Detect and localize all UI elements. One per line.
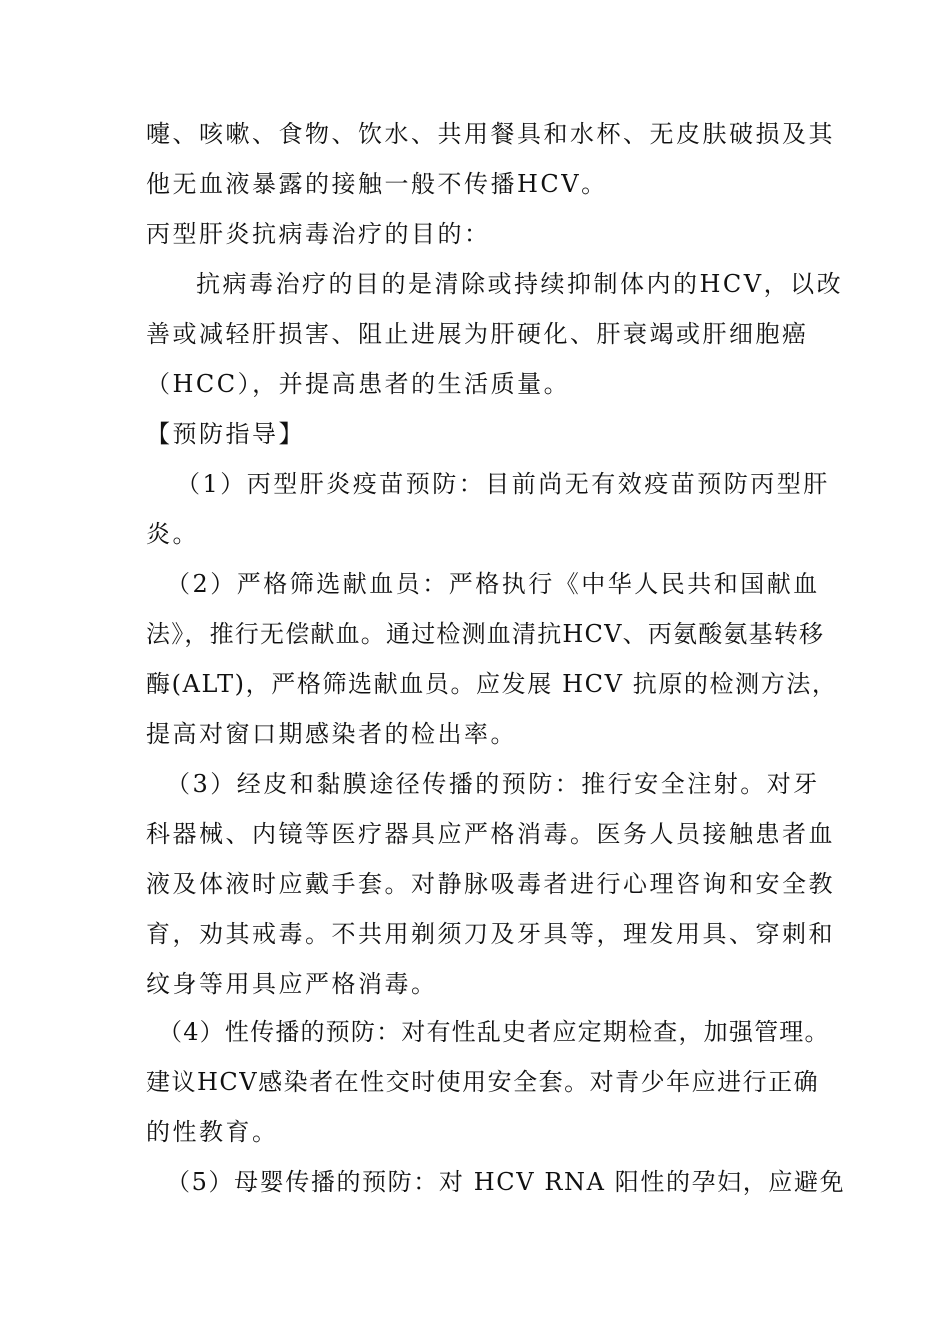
text-line: 抗病毒治疗的目的是清除或持续抑制体内的HCV，以改 [196, 270, 844, 298]
text-line: 他无血液暴露的接触一般不传播HCV。 [146, 170, 608, 198]
text-line: （HCC），并提高患者的生活质量。 [146, 370, 571, 398]
text-line: （5）母婴传播的预防：对 HCV RNA 阳性的孕妇，应避免 [166, 1168, 846, 1196]
text-line: （4）性传播的预防：对有性乱史者应定期检查，加强管理。 [158, 1018, 830, 1046]
text-line: 提高对窗口期感染者的检出率。 [146, 720, 517, 748]
text-line: （1）丙型肝炎疫苗预防：目前尚无有效疫苗预防丙型肝 [176, 470, 830, 498]
text-line: 科器械、内镜等医疗器具应严格消毒。医务人员接触患者血 [146, 820, 835, 848]
text-line: 法》，推行无偿献血。通过检测血清抗HCV、丙氨酸氨基转移 [146, 620, 825, 648]
section-heading: 丙型肝炎抗病毒治疗的目的： [146, 220, 491, 248]
text-line: （3）经皮和黏膜途径传播的预防：推行安全注射。对牙 [166, 770, 820, 798]
text-line: 液及体液时应戴手套。对静脉吸毒者进行心理咨询和安全教 [146, 870, 835, 898]
text-line: （2）严格筛选献血员：严格执行《中华人民共和国献血 [166, 570, 820, 598]
text-line: 纹身等用具应严格消毒。 [146, 970, 438, 998]
text-line: 建议HCV感染者在性交时使用安全套。对青少年应进行正确 [146, 1068, 820, 1096]
text-line: 善或减轻肝损害、阻止进展为肝硬化、肝衰竭或肝细胞癌 [146, 320, 809, 348]
text-line: 嚏、咳嗽、食物、饮水、共用餐具和水杯、无皮肤破损及其 [146, 120, 835, 148]
section-heading: 【预防指导】 [146, 420, 305, 448]
text-line: 酶(ALT)，严格筛选献血员。应发展 HCV 抗原的检测方法， [146, 670, 838, 698]
text-line: 炎。 [146, 520, 199, 548]
text-line: 育，劝其戒毒。不共用剃须刀及牙具等，理发用具、穿刺和 [146, 920, 835, 948]
text-line: 的性教育。 [146, 1118, 279, 1146]
